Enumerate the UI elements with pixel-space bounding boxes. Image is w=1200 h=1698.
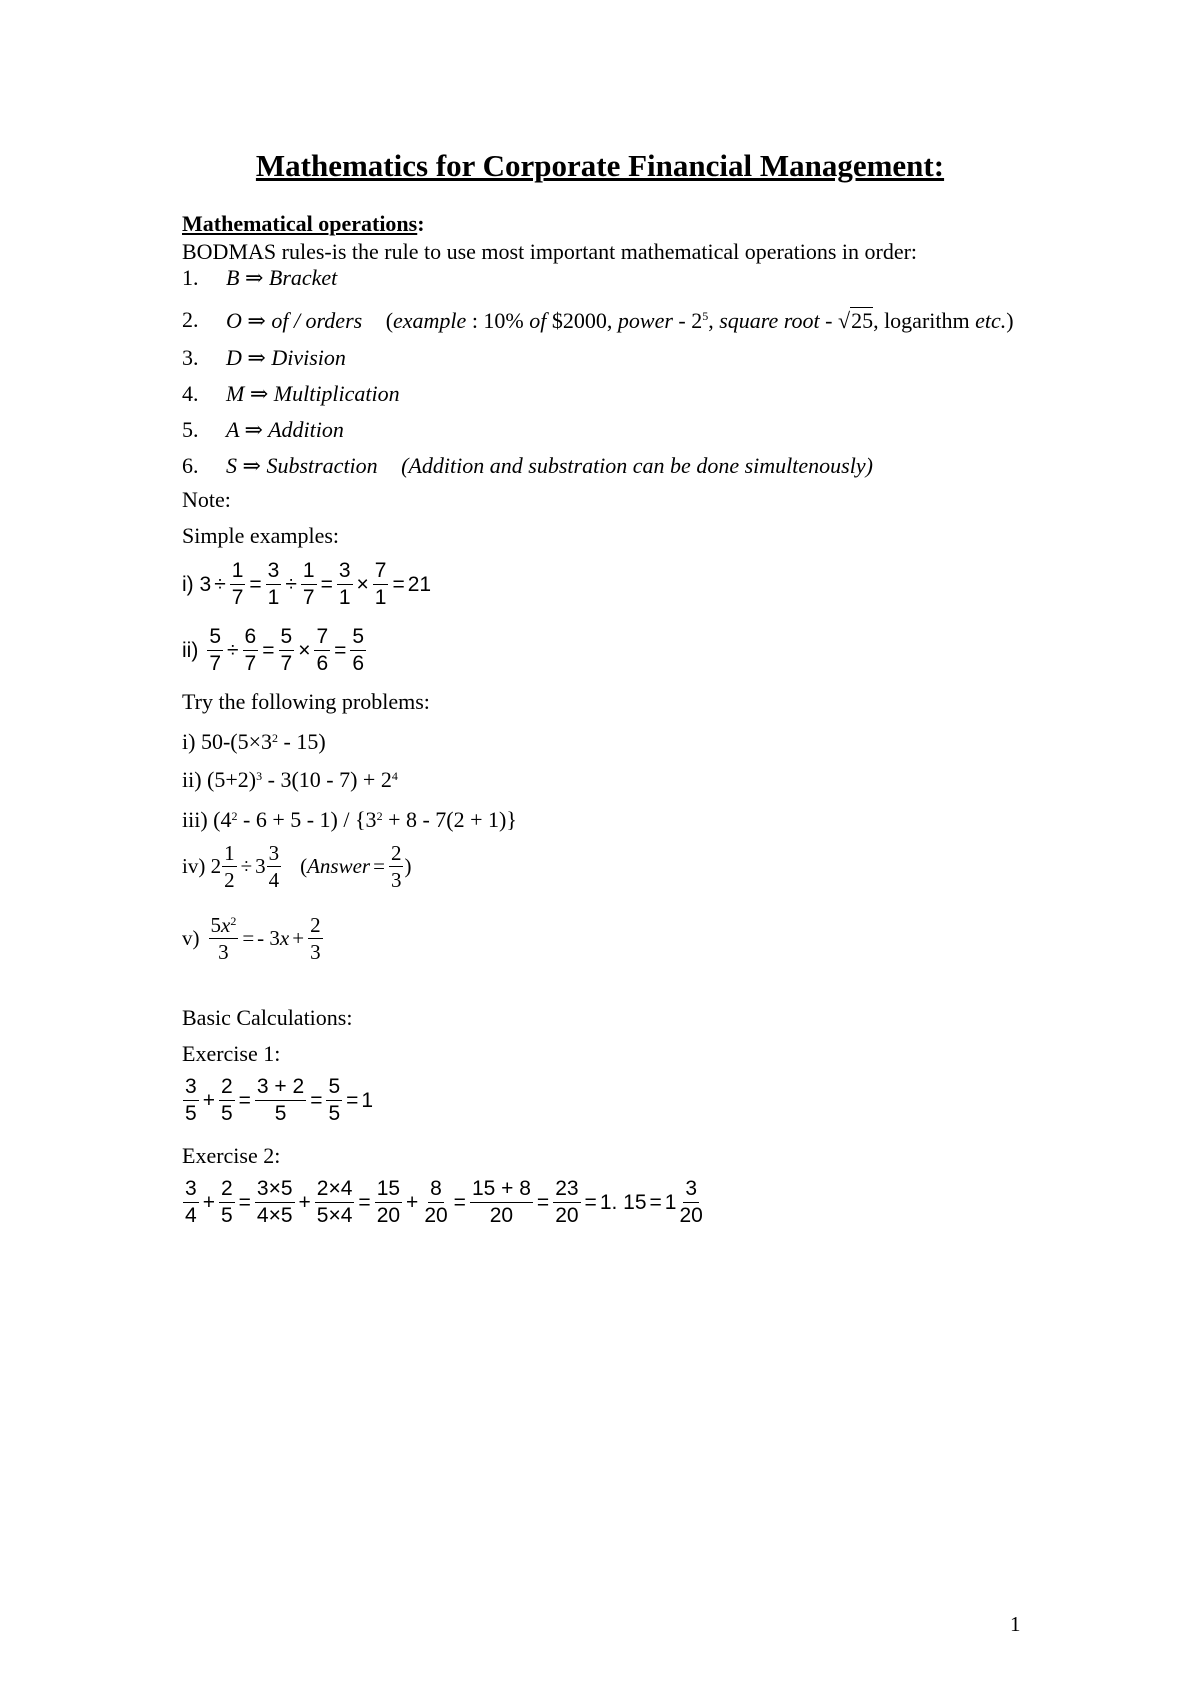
basic-calculations-label: Basic Calculations:: [182, 1005, 353, 1030]
section-heading: Mathematical operations:: [182, 211, 425, 236]
example-i: i) 3 ÷ $\frac{1}{7}$ = $\frac{3}{1}$ ÷ $\frac{1}{7}$ = $\frac{3}{1}$ × $\frac{7}{1}$ = 21: [182, 559, 432, 609]
exercise-2-label: Exercise 2:: [182, 1143, 281, 1168]
bodmas-intro: BODMAS rules-is the rule to use most important mathematical operations in order:: [182, 239, 918, 264]
bodmas-item-5: 5. A ⇒ Addition: [182, 417, 344, 442]
problem-i: i) $50-(5\times 3^2 - 15)$: [182, 729, 326, 754]
problem-v: v) $\frac{5x^2}{3}$ = - 3 x + $\frac{2}{3}$: [182, 913, 321, 964]
problem-iv: iv) 2 $\frac{1}{2}$ ÷ 3 $\frac{3}{4}$ ( Answer = $\frac{2}{3}$ ): [182, 841, 412, 892]
bodmas-item-4: 4. M ⇒ Multiplication: [182, 381, 400, 406]
exercise-1-label: Exercise 1:: [182, 1041, 281, 1066]
example-ii: ii) $\frac{5}{7}$ ÷ $\frac{6}{7}$ = $\frac{5}{7}$ × $\frac{7}{6}$ = $\frac{5}{6}$: [182, 625, 365, 675]
exercise-2-equation: 3 4 + $\frac{2}{5}$ = $\frac{3\times 5}{4\times 5}$ + $\frac{2\times 4}{5\times 4}$ = $\frac{15}{20}$ + $\frac{8}{20}$ = $\frac{15 + 8}{20}$ = $\frac{23}{20}$ = 1. 15 = 1 $\frac{3}{20}$: [185, 1177, 703, 1227]
bodmas-item-1: 1. B ⇒ Bracket: [182, 265, 338, 290]
problem-iii: iii) $(4^2 - 6 + 5 - 1) / \{3^2 + 8 - 7(2 + 1)\}$: [182, 807, 517, 832]
simple-examples-label: Simple examples:: [182, 523, 340, 548]
note-label: Note:: [182, 487, 231, 512]
bodmas-item-3: 3. D ⇒ Division: [182, 345, 346, 370]
try-problems-label: Try the following problems:: [182, 689, 430, 714]
exercise-1-equation: 3 5 + $\frac{2}{5}$ = $\frac{3 + 2}{5}$ = $\frac{5}{5}$ = 1: [185, 1075, 374, 1125]
bodmas-item-6: 6. S ⇒ Substraction (Addition and substration can be done simultenously): [182, 453, 873, 478]
page-title: Mathematics for Corporate Financial Management:: [255, 148, 945, 183]
problem-ii: ii) $(5+2)^3 - 3(10 - 7) + 2^4$: [182, 767, 398, 792]
page-number: 1: [1010, 1612, 1021, 1636]
bodmas-item-2: 2. O ⇒ of / orders (example : 10% of $2000, power - $2^5$, square root - √25, logarithm etc.): [182, 307, 1014, 333]
